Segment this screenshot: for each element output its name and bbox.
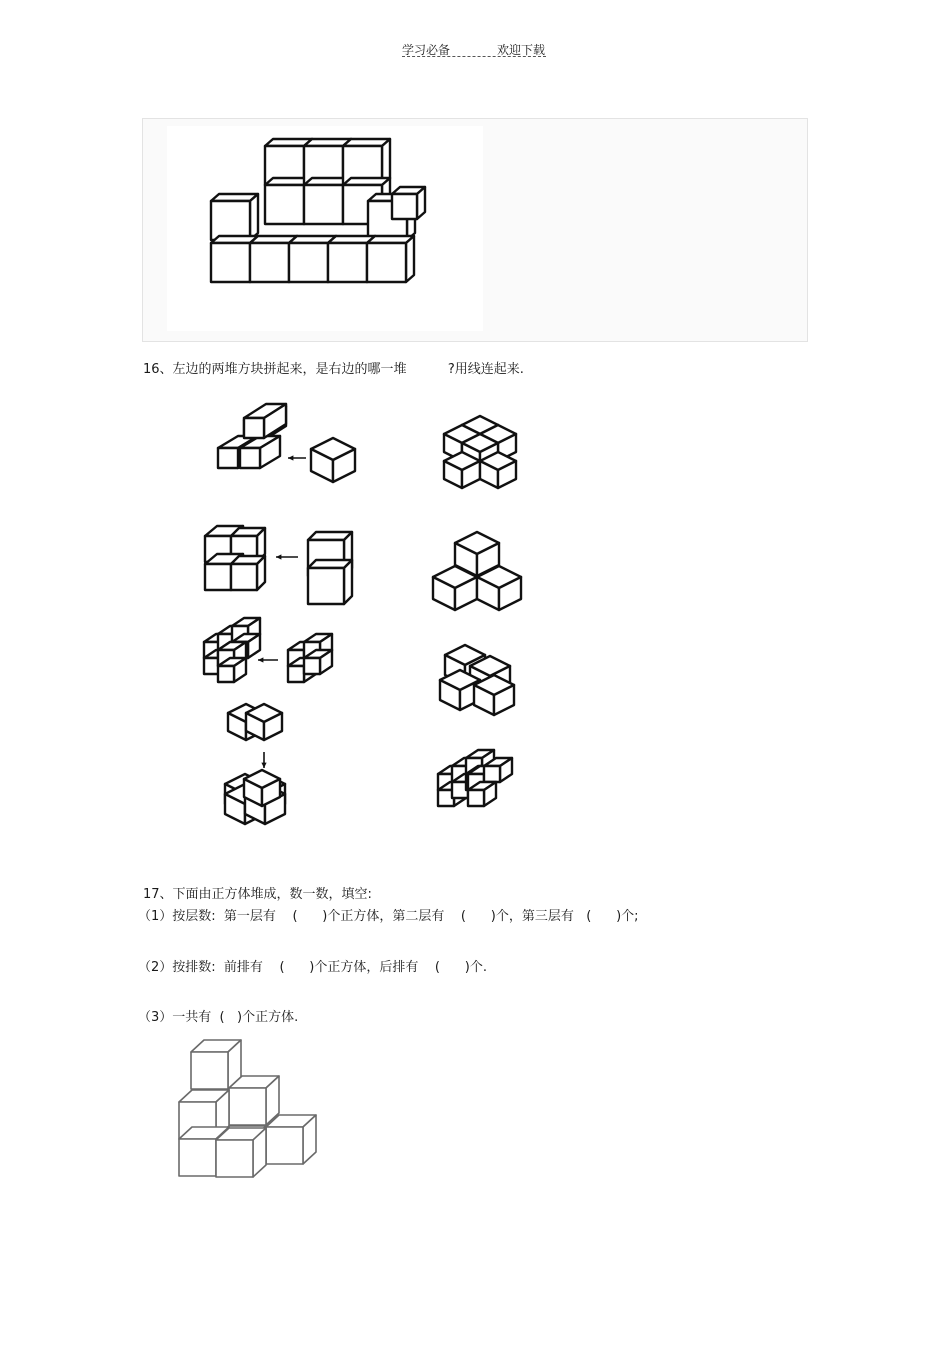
cube-front-face: [266, 1127, 303, 1164]
question-17-line-2: （2）按排数: 前排有 ( )个正方体，后排有 ( )个.: [138, 960, 487, 975]
cube-front-face: [179, 1139, 216, 1176]
question-17-line-3: （3）一共有 ( )个正方体.: [138, 1010, 299, 1025]
question-17-line-1: （1）按层数: 第一层有 ( )个正方体，第二层有 ( )个，第三层有 ( )个;: [138, 909, 639, 924]
cube-front-face: [229, 1088, 266, 1125]
header-right: 欢迎下载: [497, 43, 546, 57]
cube-front-face: [216, 1140, 253, 1177]
header-left: 学习必备: [402, 43, 451, 57]
cube-front-face: [191, 1052, 228, 1089]
question-16: 16、左边的两堆方块拼起来，是右边的哪一堆 ?用线连起来.: [143, 362, 524, 377]
question-17-title: 17、下面由正方体堆成，数一数，填空:: [143, 887, 372, 902]
